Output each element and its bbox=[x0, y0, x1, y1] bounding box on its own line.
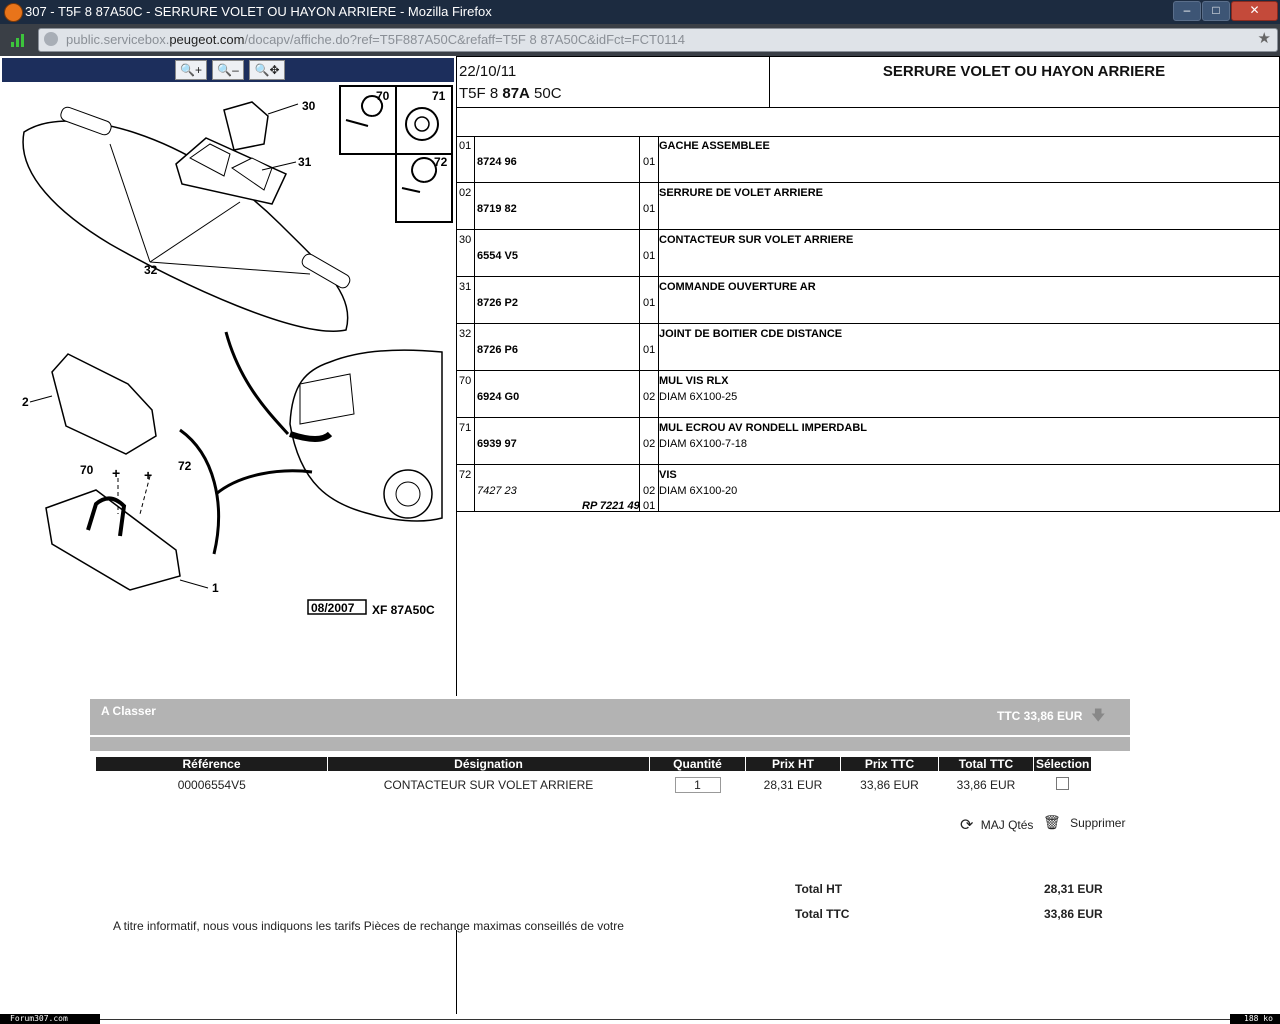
cart-total-ttc: 33,86 EUR bbox=[956, 778, 1016, 792]
doc-title: SERRURE VOLET OU HAYON ARRIERE bbox=[882, 63, 1166, 80]
doc-reference: T5F 8 87A 50C bbox=[459, 85, 562, 102]
part-row[interactable] bbox=[457, 418, 1280, 465]
part-description: MUL ECROU AV RONDELL IMPERDABL bbox=[659, 422, 867, 434]
cart-table bbox=[96, 757, 1091, 799]
label-1: 1 bbox=[212, 581, 219, 595]
part-reference[interactable]: 7427 23 bbox=[477, 485, 517, 497]
url-field[interactable] bbox=[38, 28, 1278, 52]
part-reference[interactable]: 8726 P2 bbox=[477, 297, 518, 309]
cart-ttc-total: TTC 33,86 EUR bbox=[997, 709, 1083, 723]
navigation-bar bbox=[0, 24, 1280, 56]
svg-text:+: + bbox=[112, 465, 121, 481]
parts-diagram bbox=[0, 84, 454, 624]
close-window-button[interactable]: ✕ bbox=[1231, 1, 1278, 21]
striker-part bbox=[46, 490, 180, 590]
doc-header-left bbox=[457, 57, 770, 107]
part-row[interactable] bbox=[457, 324, 1280, 371]
part-number: 32 bbox=[457, 324, 475, 370]
part-description: MUL VIS RLX bbox=[659, 375, 729, 387]
part-sub-description: DIAM 6X100-20 bbox=[659, 485, 738, 497]
label-71: 71 bbox=[432, 89, 446, 103]
label-30: 30 bbox=[302, 99, 316, 113]
price-info-text: A titre informatif, nous vous indiquons les tarifs Pièces de rechange maximas conseillés de votre bbox=[113, 919, 624, 933]
download-arrow-icon[interactable]: 🡇 bbox=[1091, 707, 1106, 723]
doc-header bbox=[457, 56, 1280, 108]
part-sub-description: DIAM 6X100-7-18 bbox=[659, 438, 748, 450]
quantity-input[interactable]: 1 bbox=[675, 777, 721, 793]
part-row[interactable] bbox=[457, 465, 1280, 512]
part-description: CONTACTEUR SUR VOLET ARRIERE bbox=[659, 234, 854, 246]
zoom-pan-icon[interactable]: 🔍✥ bbox=[249, 60, 285, 80]
part-description: SERRURE DE VOLET ARRIERE bbox=[659, 187, 824, 199]
part-reference[interactable]: 8719 82 bbox=[477, 203, 517, 215]
part-description: GACHE ASSEMBLEE bbox=[659, 140, 770, 152]
firefox-logo-icon bbox=[4, 3, 23, 22]
part-quantity: 01 bbox=[643, 203, 656, 215]
label-70: 70 bbox=[376, 89, 390, 103]
part-reference[interactable]: 8724 96 bbox=[477, 156, 517, 168]
col-total-ttc: Total TTC bbox=[939, 757, 1034, 771]
part-description: JOINT DE BOITIER CDE DISTANCE bbox=[659, 328, 843, 340]
part-number: 30 bbox=[457, 230, 475, 276]
total-ht-value: 28,31 EUR bbox=[1044, 882, 1103, 896]
col-selection: Sélection bbox=[1034, 757, 1092, 771]
maximize-button[interactable]: □ bbox=[1202, 1, 1230, 21]
label-72: 72 bbox=[434, 155, 448, 169]
file-size: 188 ko bbox=[1230, 1014, 1280, 1024]
diagram-code-caption: XF 87A50C bbox=[372, 603, 435, 617]
diagram-date-caption: 08/2007 bbox=[311, 601, 355, 615]
maj-qtes-label: MAJ Qtés bbox=[980, 818, 1034, 832]
globe-icon bbox=[44, 32, 58, 46]
col-reference: Référence bbox=[96, 757, 328, 771]
minimize-button[interactable]: – bbox=[1173, 1, 1201, 21]
seal-part bbox=[23, 121, 348, 331]
trash-icon: 🗑 bbox=[1043, 814, 1061, 830]
lock-part bbox=[52, 354, 156, 454]
cart-title: A Classer bbox=[101, 704, 156, 718]
total-ttc-label: Total TTC bbox=[795, 907, 850, 921]
parts-list bbox=[457, 136, 1280, 512]
part-quantity: 01 bbox=[643, 156, 656, 168]
part-number: 31 bbox=[457, 277, 475, 323]
label-72b: 72 bbox=[178, 459, 192, 473]
part-row[interactable] bbox=[457, 136, 1280, 183]
part-reference[interactable]: 6939 97 bbox=[477, 438, 517, 450]
part-reference[interactable]: 8726 P6 bbox=[477, 344, 518, 356]
svg-text:+: + bbox=[144, 467, 153, 483]
selection-checkbox[interactable] bbox=[1056, 777, 1069, 790]
part-quantity: 01 bbox=[643, 344, 656, 356]
total-ht-label: Total HT bbox=[795, 882, 843, 896]
label-70b: 70 bbox=[80, 463, 94, 477]
col-quantite: Quantité bbox=[650, 757, 746, 771]
part-quantity: 01 bbox=[643, 250, 656, 262]
switch-part bbox=[224, 102, 268, 150]
part-quantity: 01 bbox=[643, 297, 656, 309]
part-row[interactable] bbox=[457, 277, 1280, 324]
part-number: 72 bbox=[457, 465, 475, 511]
label-32: 32 bbox=[144, 263, 158, 277]
header-spacer bbox=[457, 106, 1280, 137]
part-sub-description: DIAM 6X100-25 bbox=[659, 391, 738, 403]
col-prix-ht: Prix HT bbox=[746, 757, 841, 771]
refresh-icon: ⟳ bbox=[960, 817, 974, 834]
window-title: 307 - T5F 8 87A50C - SERRURE VOLET OU HAYON ARRIERE - Mozilla Firefox bbox=[25, 4, 492, 19]
signal-bars-icon bbox=[10, 32, 26, 48]
part-row[interactable] bbox=[457, 371, 1280, 418]
zoom-toolbar bbox=[2, 58, 454, 82]
forum-watermark: Forum307.com bbox=[0, 1014, 100, 1024]
part-quantity: 02 bbox=[643, 438, 656, 450]
cart-designation: CONTACTEUR SUR VOLET ARRIERE bbox=[383, 778, 594, 792]
part-row[interactable] bbox=[457, 230, 1280, 277]
part-quantity: 02 bbox=[643, 391, 656, 403]
total-ttc-value: 33,86 EUR bbox=[1044, 907, 1103, 921]
part-number: 70 bbox=[457, 371, 475, 417]
cart-prix-ht: 28,31 EUR bbox=[763, 778, 823, 792]
bookmark-star-icon[interactable]: ★ bbox=[1257, 30, 1271, 47]
divider-bottom bbox=[456, 930, 457, 1014]
zoom-out-icon[interactable]: 🔍– bbox=[212, 60, 244, 80]
label-2: 2 bbox=[22, 395, 29, 409]
part-row[interactable] bbox=[457, 183, 1280, 230]
doc-date: 22/10/11 bbox=[459, 63, 517, 80]
maj-qtes-button[interactable] bbox=[960, 814, 1033, 834]
cart-prix-ttc: 33,86 EUR bbox=[860, 778, 919, 792]
col-designation: Désignation bbox=[328, 757, 650, 771]
cart-header bbox=[90, 699, 1130, 751]
window-titlebar bbox=[0, 0, 1280, 24]
footer-line bbox=[100, 1019, 1230, 1020]
part-replacement-reference[interactable]: RP 7221 49 bbox=[582, 500, 640, 512]
part-number: 02 bbox=[457, 183, 475, 229]
part-description: COMMANDE OUVERTURE AR bbox=[659, 281, 816, 293]
part-quantity: 02 bbox=[643, 485, 656, 497]
table-row bbox=[96, 771, 1091, 799]
col-prix-ttc: Prix TTC bbox=[841, 757, 939, 771]
zoom-in-icon[interactable]: 🔍+ bbox=[175, 60, 207, 80]
url-text: public.servicebox.peugeot.com/docapv/affiche.do?ref=T5F887A50C&refaff=T5F 8 87A50C&idFct=FCT0114 bbox=[66, 32, 685, 47]
cart-reference: 00006554V5 bbox=[177, 778, 246, 792]
part-number: 01 bbox=[457, 136, 475, 182]
part-reference[interactable]: 6554 V5 bbox=[477, 250, 518, 262]
part-reference[interactable]: 6924 G0 bbox=[477, 391, 520, 403]
part-description: VIS bbox=[659, 469, 677, 481]
part-number: 71 bbox=[457, 418, 475, 464]
part-replacement-quantity: 01 bbox=[643, 500, 656, 512]
label-31: 31 bbox=[298, 155, 312, 169]
supprimer-button[interactable] bbox=[1043, 814, 1125, 831]
supprimer-label: Supprimer bbox=[1070, 816, 1126, 830]
